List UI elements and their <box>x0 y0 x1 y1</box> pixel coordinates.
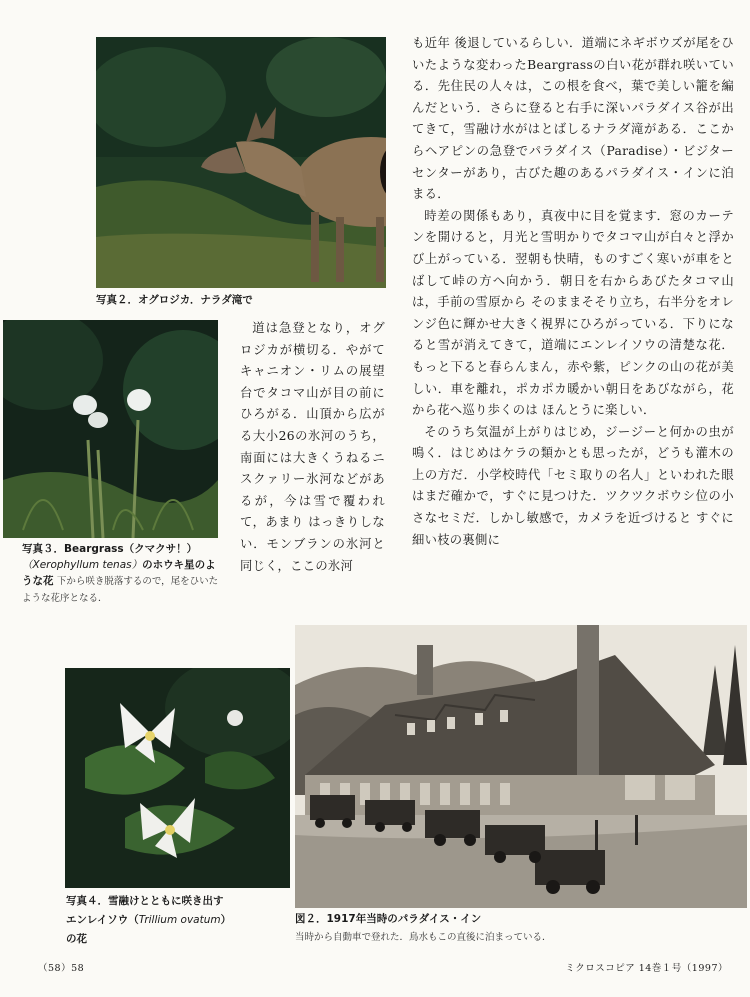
paragraph-2: 時差の関係もあり，真夜中に目を覚ます．窓のカーテンを開けると，月光と雪明かりでタコマ山が白々と浮かび上がっている．翌朝も快晴，ものすごく寒いが車をとばして峠の方へ向かう．朝日を右からあびたタコマ山は，手前の雪原から そのままそそり立ち，右半分をオレンジ色に輝かせ大きく視界にひろがっている．下りになると雪が消えてきて，道端にエンレイソウの清楚な花．もっと下ると春らんまん，赤や紫，ピンクの山の花が美しい．車を離れ，ポカポカ暖かい朝日をあびながら，花から花へ巡り歩くのは ほんとうに楽しい． <box>412 208 734 418</box>
paragraph-3: そのうち気温が上がりはじめ，ジージーと何かの虫が鳴く．はじめはケラの類かとも思ったが，どうも灌木の上の方だ．小学校時代「セミ取りの名人」といわれた眼はまだ確かで，すぐに見つけた．ツクツクボウシ位の小さなセミだ．しかし敏感で，カメラを近づけると すぐに細い枝の裏側に <box>412 424 734 547</box>
page-number: （58）58 <box>38 963 85 974</box>
paragraph-1: も近年 後退しているらしい．道端にネギボウズが尾をひいたような変わったBeargrassの白い花が群れ咲いている．先住民の人々は，この根を食べ，葉で美しい籠を編んだという．さらに登ると右手に深いパラダイス谷が出てきて，雪融け水がはとばしるナラダ滝がある．ここからヘアピンの急登でパラダイス（Paradise）・ビジターセンターがあり，古びた趣のあるパラダイス・インに泊まる． <box>412 36 734 202</box>
photo-deer <box>96 37 386 288</box>
right-text-column <box>412 33 734 551</box>
photo-trillium <box>65 668 290 888</box>
fig2-caption: 図２．1917年当時のパラダイス・イン 当時から自動車で登れた．鳥水もこの直後に泊まっている． <box>295 913 552 943</box>
figure-paradise-inn <box>295 625 747 908</box>
photo4-caption: 写真４．雪融けとともに咲き出す エンレイソウ（Trillium ovatum） の花 <box>66 895 232 945</box>
photo3-caption: 写真３．Beargrass（クマクサ！） （Xerophyllum tenas）のホウキ星のような花 下から咲き脱落するので，尾をひいたような花序となる． <box>22 543 219 604</box>
journal-citation: ミクロスコピア 14巻１号（1997） <box>565 963 728 974</box>
left-text-column: 道は急登となり，オグロジカが横切る．やがてキャニオン・リムの展望台でタコマ山が目の前にひろがる．山頂から広がる大小26の氷河のうち，南面には大きくうねるニスクァリー氷河などがあるが，今は雪で覆われて，あまり はっきりしない．モンブランの氷河と同じく，ここの氷河 <box>240 321 385 573</box>
photo2-caption: 写真２．オグロジカ．ナラダ滝で <box>96 294 253 306</box>
photo-beargrass <box>3 320 218 538</box>
